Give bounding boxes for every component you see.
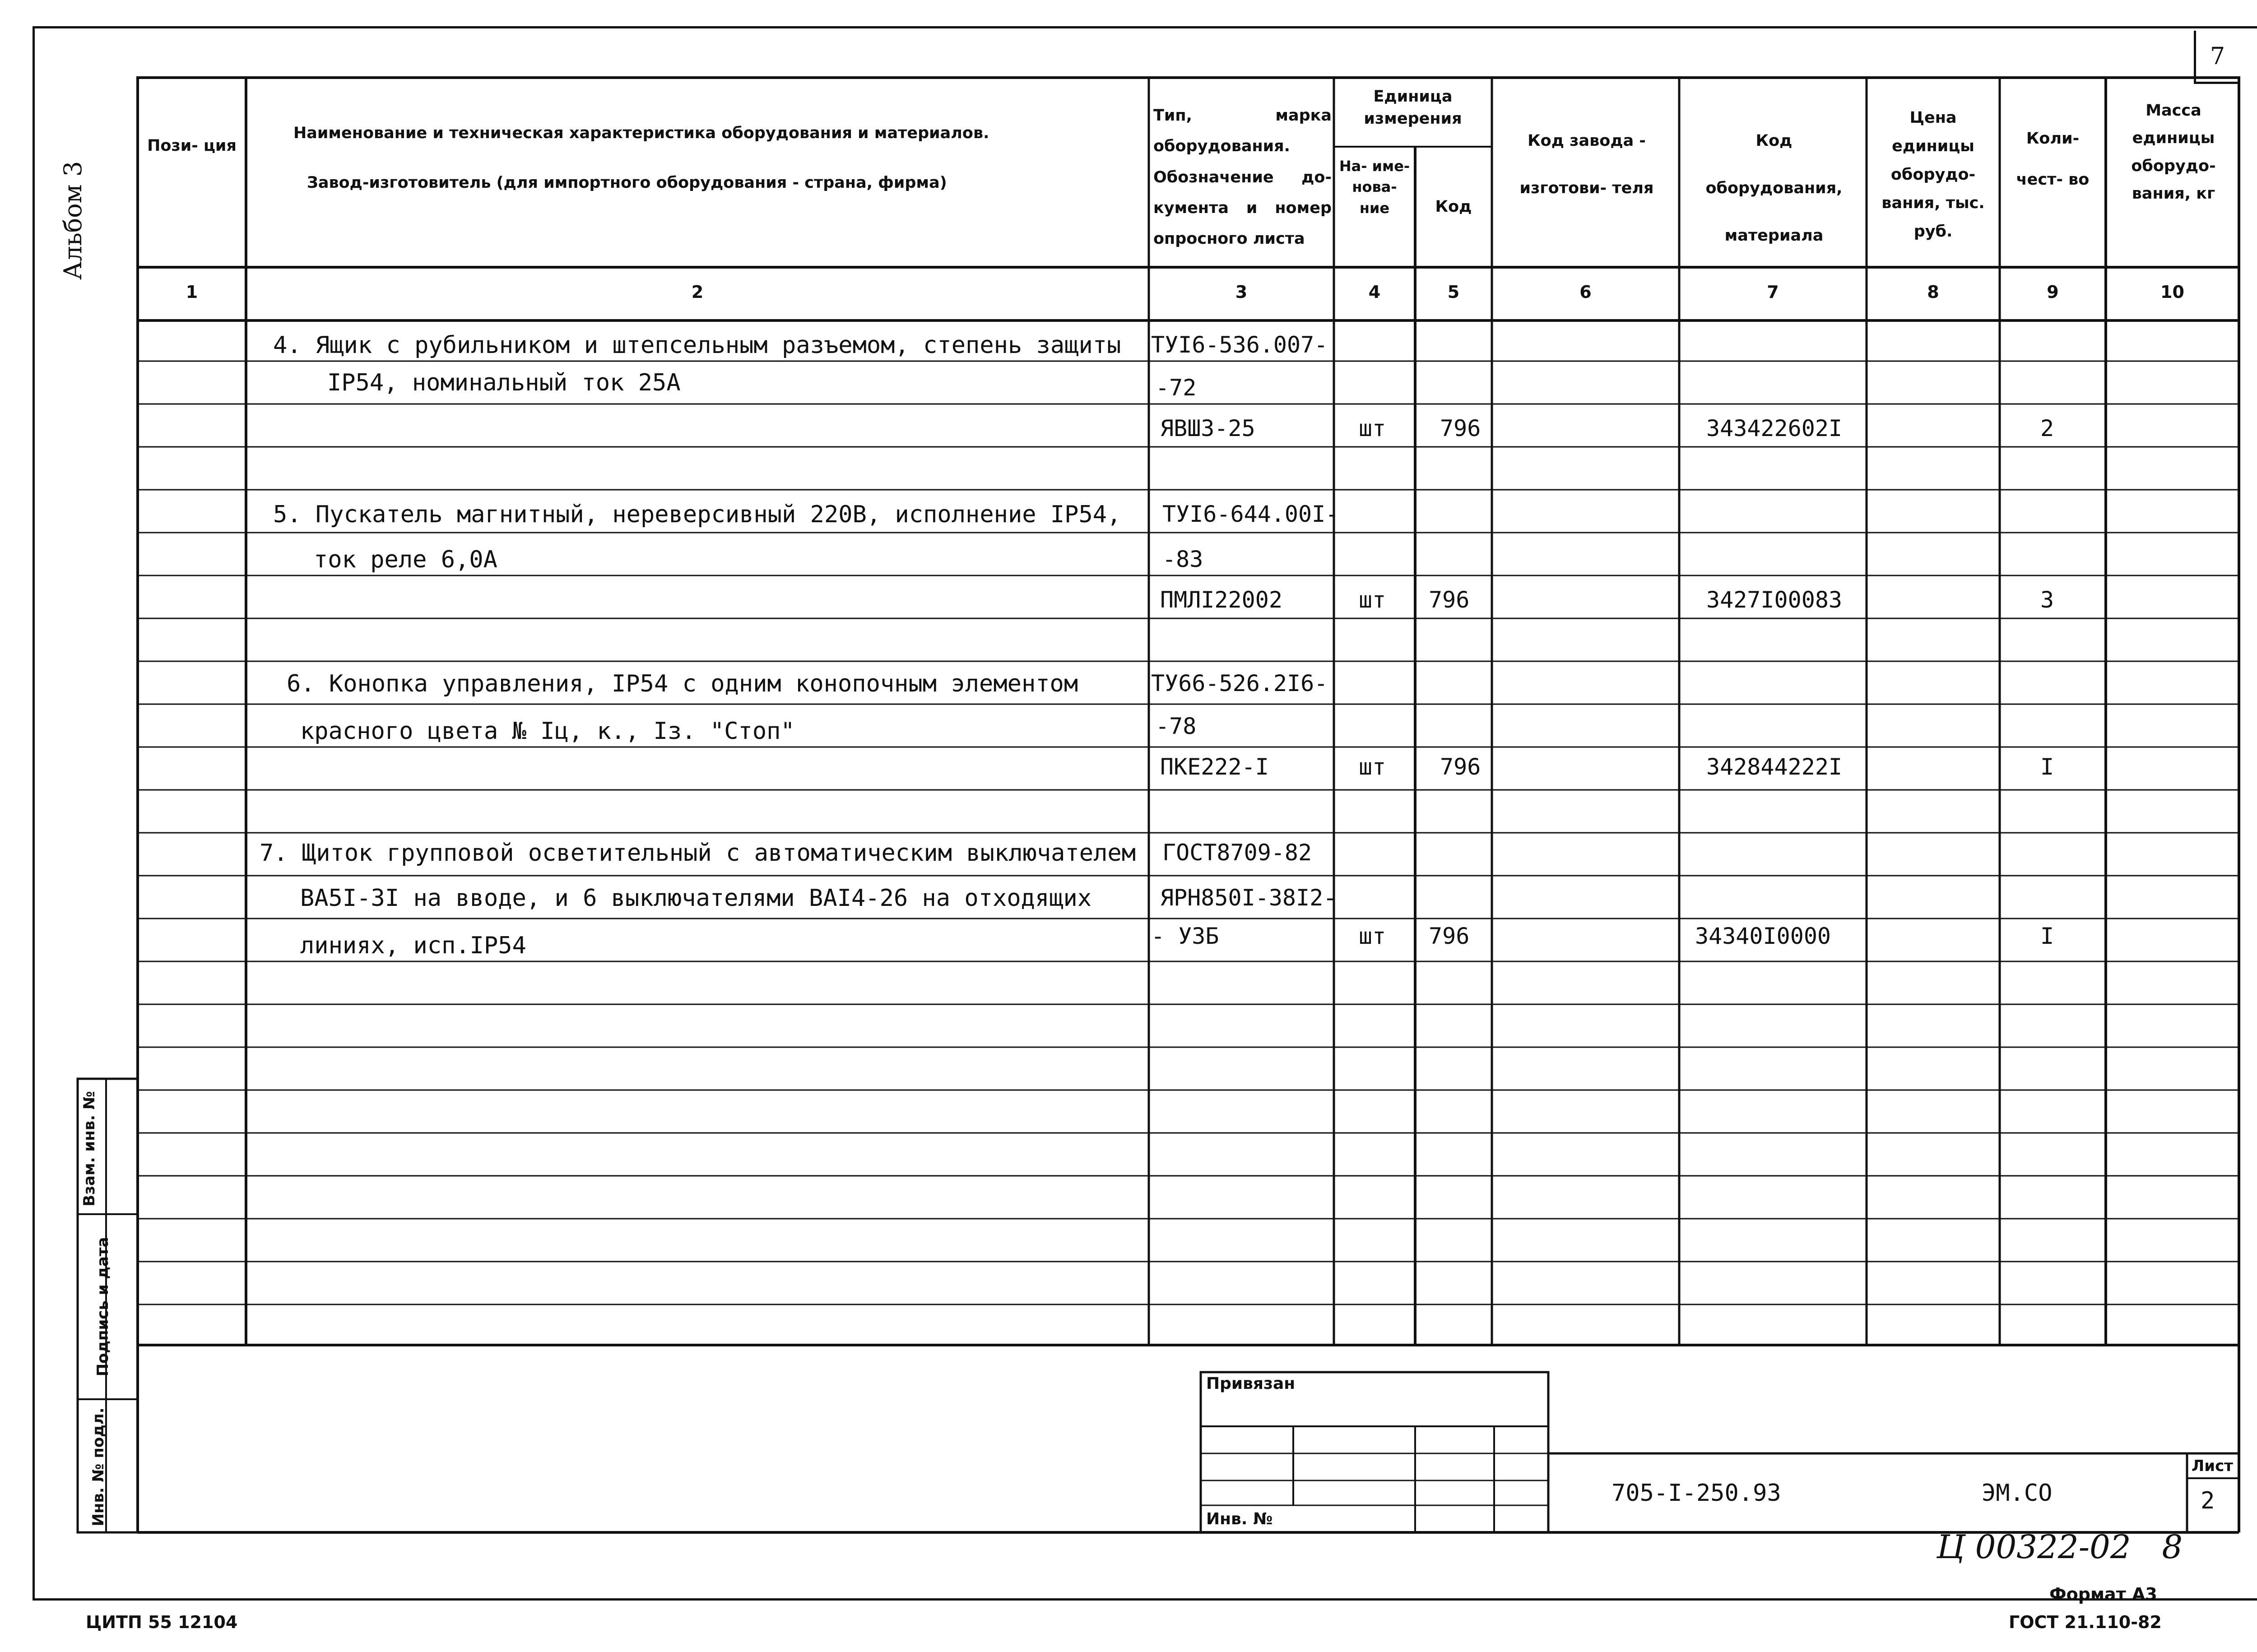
item-name-line: IP54, номинальный ток 25А — [327, 369, 681, 396]
item-doc-line: ТУI6-644.00I- — [1162, 501, 1339, 527]
item-doc-line: ПМЛI22002 — [1160, 587, 1282, 613]
item-doc-line: -72 — [1156, 375, 1197, 401]
item-quantity: I — [2040, 754, 2054, 780]
stamp-podpis: Подпись и дата — [94, 1237, 112, 1377]
item-name-line: 4. Ящик с рубильником и штепсельным разъемом, степень защиты — [273, 332, 1121, 359]
format-label: Формат А3 — [2049, 1584, 2157, 1604]
column-number: 1 — [186, 282, 198, 302]
item-unit-code: 796 — [1440, 754, 1481, 780]
header-maker-code: Код завода - изготови- теля — [1519, 132, 1654, 197]
header-price: Цена единицы оборудо- вания, тыс. руб. — [1881, 109, 1985, 241]
item-name-line: красного цвета № Iц, к., Iз. "Стоп" — [300, 718, 795, 745]
item-doc-line: ЯРН850I-38I2- — [1160, 885, 1337, 911]
header-equipment-code: Код оборудования, материала — [1705, 132, 1843, 245]
title-privyazan: Привязан — [1206, 1374, 1296, 1393]
item-quantity: 2 — [2040, 415, 2054, 441]
header-type: Тип, марка оборудования. Обозначение до- кумента и номер опросного листа — [1153, 107, 1332, 248]
item-unit: шт — [1359, 923, 1386, 949]
column-number: 7 — [1767, 282, 1779, 302]
item-doc-line: ТУI6-536.007- — [1151, 332, 1328, 358]
item-unit-code: 796 — [1429, 587, 1470, 613]
item-doc-line: ПКЕ222-I — [1160, 754, 1269, 780]
header-unit-group: Единица измерения — [1364, 88, 1462, 128]
header-position: Пози- ция — [147, 137, 237, 155]
column-number: 4 — [1368, 282, 1381, 302]
item-equipment-code: 3427I00083 — [1706, 587, 1843, 613]
printer-label: ЦИТП 55 12104 — [86, 1612, 238, 1632]
item-equipment-code: 34340I0000 — [1695, 923, 1831, 949]
column-number: 3 — [1235, 282, 1248, 302]
header-name-line2: Завод-изготовитель (для импортного оборудования - страна, фирма) — [307, 174, 947, 192]
item-doc-line: -83 — [1162, 546, 1203, 572]
item-unit-code: 796 — [1440, 415, 1481, 441]
stamp-inv-podl: Инв. № подл. — [89, 1407, 107, 1527]
item-doc-line: - УЗБ — [1151, 923, 1219, 949]
column-number: 6 — [1579, 282, 1592, 302]
item-unit: шт — [1359, 587, 1386, 613]
title-sheet-value: 2 — [2201, 1487, 2215, 1514]
item-name-line: 5. Пускатель магнитный, нереверсивный 220В, исполнение IP54, — [273, 501, 1121, 528]
header-unit-name: На- име- нова- ние — [1339, 158, 1410, 217]
item-unit: шт — [1359, 754, 1386, 780]
item-unit: шт — [1359, 415, 1386, 441]
item-quantity: 3 — [2040, 587, 2054, 613]
title-sheet-label: Лист — [2192, 1457, 2233, 1475]
title-mark: ЭМ.СО — [1982, 1480, 2053, 1507]
item-unit-code: 796 — [1429, 923, 1470, 949]
item-name-line: 7. Щиток групповой осветительный с автоматическим выключателем — [260, 840, 1136, 867]
item-name-line: линиях, исп.IP54 — [300, 932, 526, 959]
header-quantity: Коли- чест- во — [2016, 130, 2090, 189]
header-name-line1: Наименование и техническая характеристика оборудования и материалов. — [293, 124, 989, 142]
column-number: 10 — [2160, 282, 2184, 302]
item-equipment-code: 342844222I — [1706, 754, 1843, 780]
stamp-vzam-inv: Взам. инв. № — [80, 1091, 98, 1207]
column-number: 8 — [1927, 282, 1939, 302]
item-quantity: I — [2040, 923, 2054, 949]
column-number: 2 — [691, 282, 704, 302]
column-number: 9 — [2047, 282, 2059, 302]
gost-label: ГОСТ 21.110-82 — [2009, 1612, 2162, 1632]
item-doc-line: ТУ66-526.2I6- — [1151, 670, 1328, 696]
item-doc-line: -78 — [1156, 713, 1197, 739]
album-label: Альбом 3 — [59, 161, 87, 280]
title-doc-code: 705-I-250.93 — [1611, 1480, 1781, 1507]
column-number: 5 — [1447, 282, 1460, 302]
item-doc-line: ГОСТ8709-82 — [1162, 840, 1312, 866]
item-name-line: 6. Конопка управления, IP54 с одним конопочным элементом — [287, 670, 1078, 697]
item-doc-line: ЯВШЗ-25 — [1160, 415, 1255, 441]
item-name-line: ток реле 6,0А — [314, 546, 497, 573]
handwritten-number: Ц 00322-02 8 — [1937, 1528, 2183, 1566]
header-mass: Масса единицы оборудо- вания, кг — [2131, 102, 2216, 203]
title-inv-no: Инв. № — [1206, 1510, 1273, 1528]
top-sheet-number: 7 — [2194, 31, 2239, 84]
item-name-line: ВА5I-3I на вводе, и 6 выключателями ВАI4-26 на отходящих — [300, 885, 1092, 912]
header-unit-code: Код — [1435, 198, 1472, 216]
item-equipment-code: 343422602I — [1706, 415, 1843, 441]
